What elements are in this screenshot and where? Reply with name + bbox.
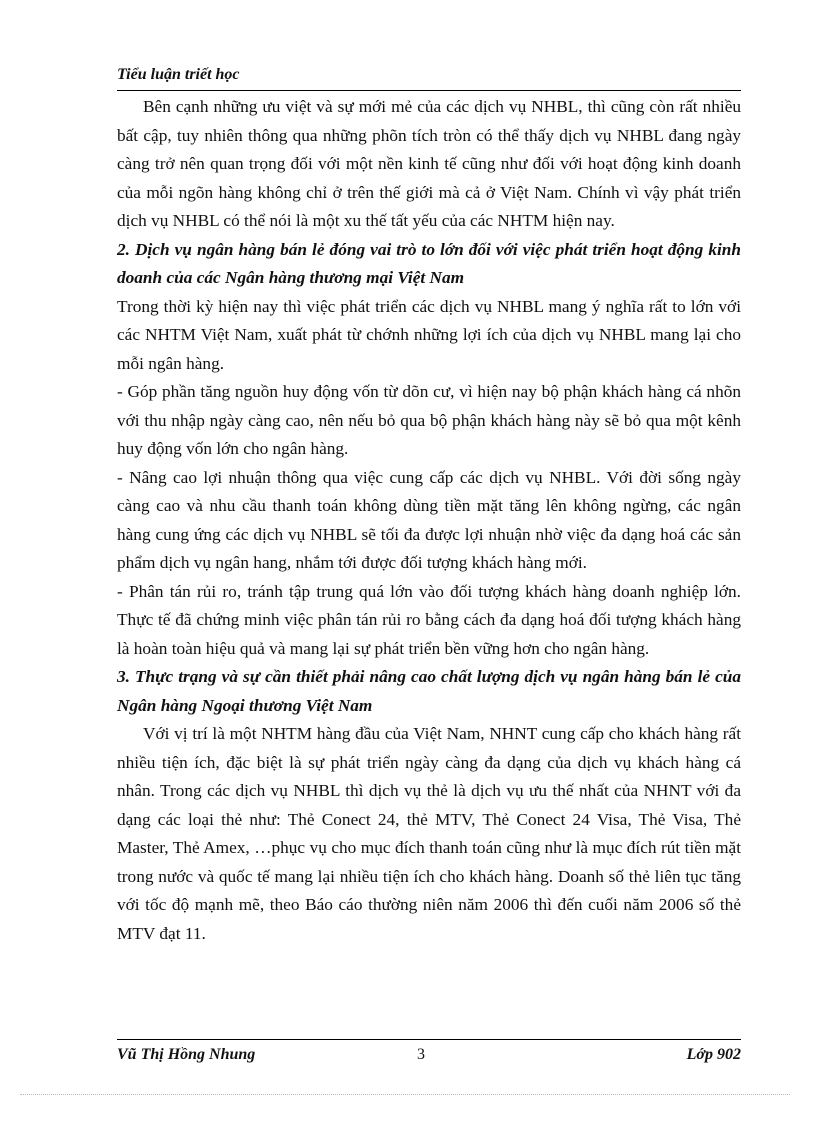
page-number: 3 (417, 1046, 425, 1063)
header-title: Tiểu luận triết học (117, 66, 240, 83)
paragraph-3: Với vị trí là một NHTM hàng đầu của Việt Nam, NHNT cung cấp cho khách hàng rất nhiều tiện ích, đặc biệt là sự phát triển ngày càng đa dạng của dịch vụ khách hàng cá nhân. Trong các dịch vụ NHBL thì dịch vụ thẻ là dịch vụ ưu thế nhất của NHNT với đa dạng các loại thẻ như: Thẻ Conect 24, thẻ MTV, Thẻ Conect 24 Visa, Thẻ Visa, Thẻ Master, Thẻ Amex, …phục vụ cho mục đích thanh toán cũng như là mục đích rút tiền mặt trong nước và quốc tế mang lại nhiều tiện ích cho khách hàng. Doanh số thẻ liên tục tăng với tốc độ mạnh mẽ, theo Báo cáo thường niên năm 2006 thì đến cuối năm 2006 số thẻ MTV đạt 11. (117, 724, 741, 943)
bullet-2: - Nâng cao lợi nhuận thông qua việc cung cấp các dịch vụ NHBL. Với đời sống ngày càng cao và nhu cầu thanh toán không dùng tiền mặt tăng lên không ngừng, các ngân hàng cung ứng các dịch vụ NHBL sẽ tối đa được lợi nhuận nhờ việc đa dạng hoá các sản phẩm dịch vụ ngân hang, nhắm tới được đối tượng khách hàng mới. (117, 467, 741, 572)
bullet-1: - Góp phần tăng nguồn huy động vốn từ dõn cư, vì hiện nay bộ phận khách hàng cá nhõn với thu nhập ngày càng cao, nên nếu bỏ qua bộ phận khách hàng này sẽ bỏ qua một kênh huy động vốn lớn cho ngân hàng. (117, 382, 741, 458)
page-bottom-divider (20, 1094, 790, 1095)
footer-author: Vũ Thị Hồng Nhung (117, 1046, 256, 1063)
paragraph-1: Bên cạnh những ưu việt và sự mới mẻ của các dịch vụ NHBL, thì cũng còn rất nhiều bất cập, tuy nhiên thông qua những phõn tích tròn có thể thấy dịch vụ NHBL đang ngày càng trở nên quan trọng đối với một nền kinh tế cũng như đối với hoạt động kinh doanh của mỗi ngõn hàng không chỉ ở trên thế giới mà cả ở Việt Nam. Chính vì vậy phát triển dịch vụ NHBL có thể nói là một xu thế tất yếu của các NHTM hiện nay. (117, 97, 741, 230)
page-header (117, 64, 741, 91)
document-body (117, 93, 741, 948)
section-heading-3: 3. Thực trạng và sự cần thiết phải nâng cao chất lượng dịch vụ ngân hàng bán lẻ của Ngân hàng Ngoại thương Việt Nam (117, 667, 741, 715)
bullet-3: - Phân tán rủi ro, tránh tập trung quá lớn vào đối tượng khách hàng doanh nghiệp lớn. Thực tế đã chứng minh việc phân tán rủi ro bằng cách đa dạng hoá đối tượng khách hàng là hoàn toàn hiệu quả và mang lại sự phát triển bền vững hơn cho ngân hàng. (117, 581, 741, 658)
section-heading-2: 2. Dịch vụ ngân hàng bán lẻ đóng vai trò to lớn đối với việc phát triển hoạt động kinh doanh của các Ngân hàng thương mại Việt Nam (117, 239, 741, 287)
paragraph-2: Trong thời kỳ hiện nay thì việc phát triển các dịch vụ NHBL mang ý nghĩa rất to lớn với các NHTM Việt Nam, xuất phát từ chớnh những lợi ích của dịch vụ NHBL mang lại cho mỗi ngân hàng. (117, 296, 741, 373)
page-footer (117, 1039, 741, 1070)
footer-class: Lớp 902 (686, 1046, 741, 1063)
